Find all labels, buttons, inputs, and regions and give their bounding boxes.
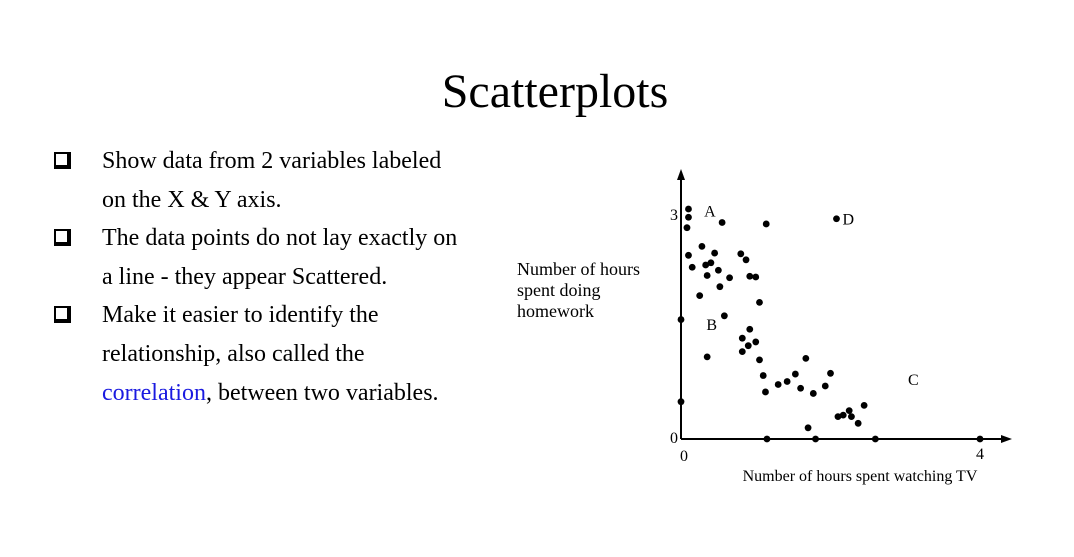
point-annotation: B	[706, 316, 718, 334]
y-axis-arrow-icon	[677, 169, 685, 180]
data-point	[704, 353, 711, 360]
data-point	[711, 250, 718, 257]
data-point	[678, 316, 685, 323]
data-point	[792, 371, 799, 378]
data-point	[846, 407, 853, 414]
checkbox-bullet-icon	[54, 152, 71, 169]
data-point	[872, 436, 879, 443]
data-point	[699, 243, 706, 250]
slide-title: Scatterplots	[441, 65, 669, 118]
data-point	[977, 436, 984, 443]
data-point	[833, 215, 840, 222]
y-axis-label: homework	[517, 301, 594, 321]
bullet-item	[46, 296, 466, 412]
data-point	[739, 348, 746, 355]
data-point	[822, 383, 829, 390]
data-point	[756, 356, 763, 363]
correlation-link[interactable]: correlation	[102, 379, 206, 406]
data-point	[685, 252, 692, 259]
data-point	[685, 214, 692, 221]
data-point	[704, 272, 711, 279]
x-tick-label: 4	[976, 446, 984, 463]
data-point	[716, 283, 723, 290]
y-tick-label: 3	[670, 207, 678, 224]
data-point	[762, 389, 769, 396]
point-annotation: D	[842, 211, 855, 229]
bullet-item	[46, 142, 466, 219]
data-point	[746, 273, 753, 280]
bullet-text: Show data from 2 variables labeled on the X & Y axis.	[102, 148, 442, 213]
data-point	[848, 413, 855, 420]
data-point	[827, 370, 834, 377]
x-axis-label: Number of hours spent watching TV	[742, 468, 978, 485]
data-point	[764, 436, 771, 443]
point-annotation: A	[704, 203, 716, 221]
data-point	[797, 385, 804, 392]
x-tick-label: 0	[680, 448, 688, 465]
data-point	[719, 219, 726, 226]
data-point	[763, 221, 770, 228]
chart-points	[678, 206, 984, 443]
data-point	[708, 259, 715, 266]
chart-axes	[677, 169, 1012, 443]
data-point	[745, 342, 752, 349]
data-point	[861, 402, 868, 409]
data-point	[685, 206, 692, 213]
data-point	[812, 436, 819, 443]
data-point	[752, 339, 759, 346]
data-point	[739, 335, 746, 342]
data-point	[726, 274, 733, 281]
data-point	[775, 381, 782, 388]
checkbox-bullet-icon	[54, 229, 71, 246]
data-point	[855, 420, 862, 427]
bullet-list	[46, 142, 466, 412]
data-point	[784, 378, 791, 385]
bullet-text: Make it easier to identify the relationship, also called the	[102, 302, 379, 367]
data-point	[746, 326, 753, 333]
data-point	[743, 256, 750, 263]
data-point	[810, 390, 817, 397]
y-axis-label: spent doing	[517, 280, 601, 300]
data-point	[756, 299, 763, 306]
bullet-text: The data points do not lay exactly on a line - they appear Scattered.	[102, 225, 458, 290]
y-tick-label: 0	[670, 430, 678, 447]
checkbox-bullet-icon	[54, 306, 71, 323]
data-point	[721, 312, 728, 319]
data-point	[696, 292, 703, 299]
scatterplot-chart	[500, 165, 1040, 500]
data-point	[760, 372, 767, 379]
point-annotation: C	[908, 372, 919, 389]
data-point	[840, 412, 847, 419]
bullet-item	[46, 219, 466, 296]
data-point	[752, 274, 759, 281]
x-axis-arrow-icon	[1001, 435, 1012, 443]
data-point	[684, 224, 691, 231]
data-point	[805, 424, 812, 431]
data-point	[737, 250, 744, 257]
data-point	[689, 264, 696, 271]
data-point	[678, 398, 685, 405]
data-point	[802, 355, 809, 362]
data-point	[715, 267, 722, 274]
bullet-text: , between two variables.	[205, 379, 439, 406]
y-axis-label: Number of hours	[517, 259, 640, 279]
